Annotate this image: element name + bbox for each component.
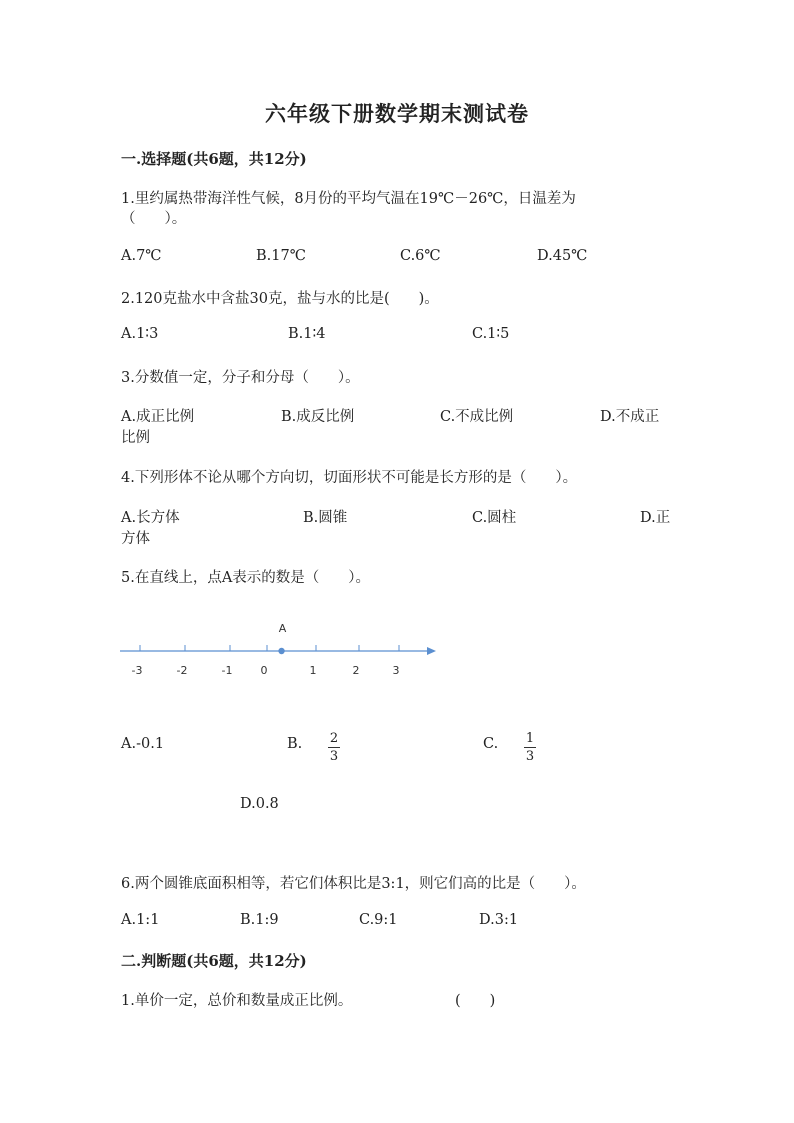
judgement-1-text: 1.单价一定，总价和数量成正比例。 <box>121 993 353 1009</box>
q5-option-b-denominator: 3 <box>329 749 339 764</box>
section-heading-choice: 一.选择题(共6题，共12分) <box>121 150 307 168</box>
question-2-text: 2.120克盐水中含盐30克，盐与水的比是( )。 <box>121 291 439 307</box>
number-line-arrow <box>427 647 436 655</box>
q5-option-b-numerator: 2 <box>329 731 339 746</box>
q5-option-c-fraction <box>522 731 538 764</box>
q5-option-b-fraction <box>326 731 342 764</box>
q1-option-d[interactable]: D.45℃ <box>537 248 588 264</box>
number-line-tick-label: -2 <box>176 664 188 677</box>
q2-option-c[interactable]: C.1∶5 <box>472 326 510 342</box>
q3-option-a[interactable]: A.成正比例 <box>121 409 195 425</box>
q4-option-d-wrap: 方体 <box>121 531 150 547</box>
q4-option-c[interactable]: C.圆柱 <box>472 510 517 526</box>
point-a-label: A <box>278 622 287 635</box>
q1-option-a[interactable]: A.7℃ <box>121 248 162 264</box>
q4-option-b[interactable]: B.圆锥 <box>303 510 348 526</box>
page-title: 六年级下册数学期末测试卷 <box>265 101 529 126</box>
q1-option-c[interactable]: C.6℃ <box>400 248 441 264</box>
number-line-tick-label: -1 <box>221 664 233 677</box>
question-1-text: 1.里约属热带海洋性气候，8月份的平均气温在19℃－26℃，日温差为 <box>121 191 576 207</box>
q5-option-b[interactable]: B. <box>287 736 303 752</box>
question-5-text: 5.在直线上，点A表示的数是（ ）。 <box>121 570 371 586</box>
number-line-tick-label: 1 <box>309 664 317 677</box>
judgement-1-blank[interactable]: ( ) <box>455 993 496 1009</box>
q5-option-c[interactable]: C. <box>483 736 499 752</box>
question-3-text: 3.分数值一定，分子和分母（ ）。 <box>121 370 360 386</box>
point-a-marker <box>278 648 284 654</box>
question-6-text: 6.两个圆锥底面积相等，若它们体积比是3:1，则它们高的比是（ ）。 <box>121 876 586 892</box>
q5-option-a[interactable]: A.-0.1 <box>121 736 165 752</box>
q3-option-d[interactable]: D.不成正 <box>600 409 660 425</box>
q1-option-b[interactable]: B.17℃ <box>256 248 306 264</box>
q6-option-c[interactable]: C.9:1 <box>359 912 398 928</box>
fraction-bar <box>328 747 340 748</box>
q2-option-b[interactable]: B.1∶4 <box>288 326 326 342</box>
question-1-blank: （ ）。 <box>121 211 187 227</box>
number-line-tick-label: -3 <box>131 664 143 677</box>
q6-option-b[interactable]: B.1:9 <box>240 912 279 928</box>
number-line-tick-label: 0 <box>260 664 268 677</box>
fraction-bar <box>524 747 536 748</box>
q4-option-a[interactable]: A.长方体 <box>121 510 180 526</box>
q6-option-d[interactable]: D.3:1 <box>479 912 519 928</box>
q5-option-d[interactable]: D.0.8 <box>240 796 279 812</box>
section-heading-judgement: 二.判断题(共6题，共12分) <box>121 952 307 970</box>
q3-option-d-wrap: 比例 <box>121 430 150 446</box>
q4-option-d[interactable]: D.正 <box>640 510 671 526</box>
q6-option-a[interactable]: A.1:1 <box>121 912 160 928</box>
number-line-tick-label: 2 <box>352 664 360 677</box>
question-4-text: 4.下列形体不论从哪个方向切，切面形状不可能是长方形的是（ ）。 <box>121 470 578 486</box>
number-line <box>110 612 450 682</box>
q3-option-b[interactable]: B.成反比例 <box>281 409 355 425</box>
q5-option-c-numerator: 1 <box>525 731 535 746</box>
number-line-tick-label: 3 <box>392 664 400 677</box>
q5-option-c-denominator: 3 <box>525 749 535 764</box>
q3-option-c[interactable]: C.不成比例 <box>440 409 514 425</box>
q2-option-a[interactable]: A.1∶3 <box>121 326 159 342</box>
